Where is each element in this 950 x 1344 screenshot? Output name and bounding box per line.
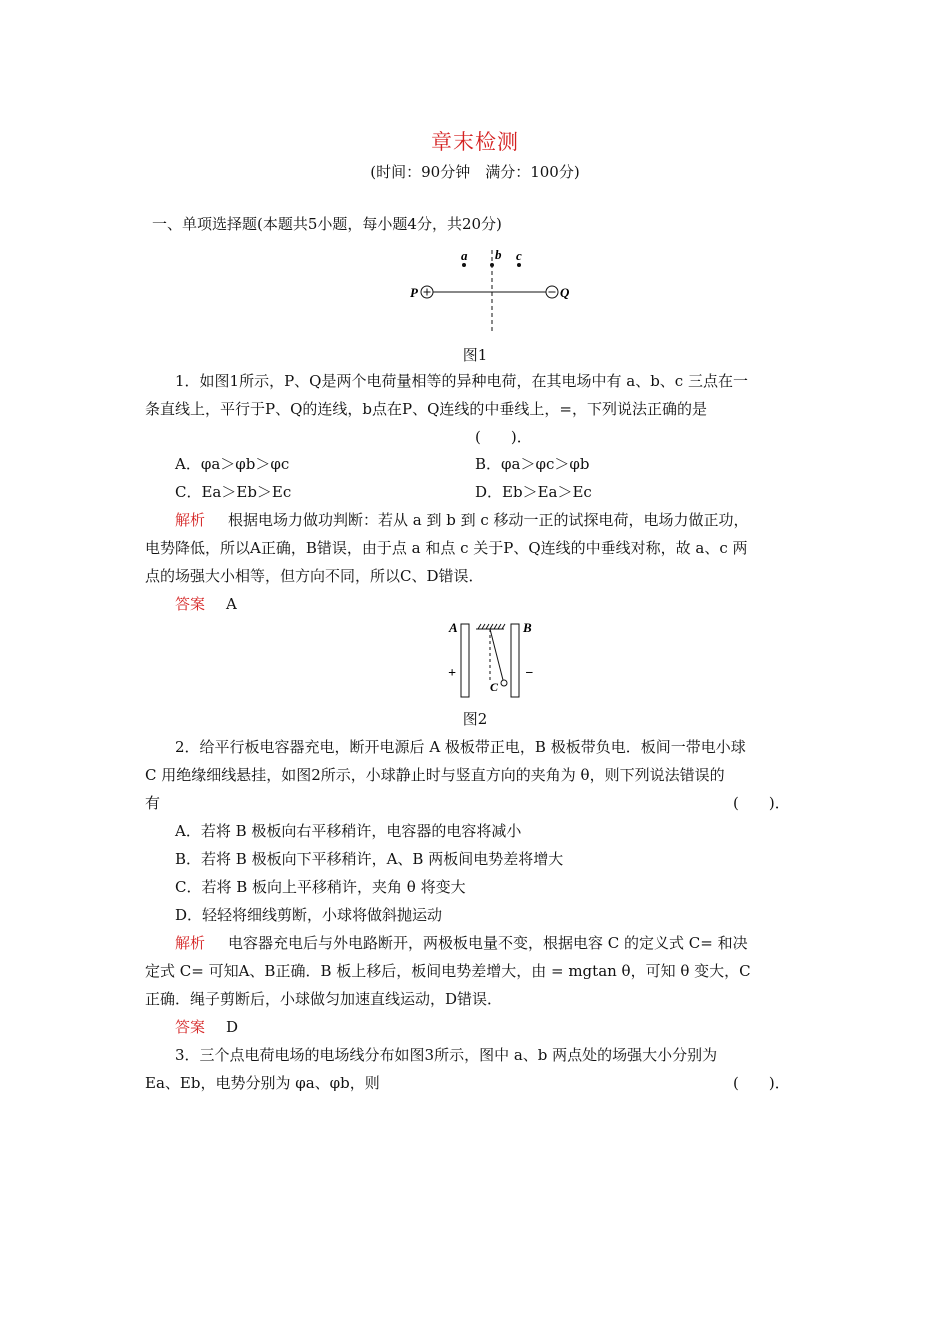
charge-q-label: Q bbox=[560, 285, 570, 300]
q2-analysis-line-2: 定式 C= 可知A、B正确．B 板上移后，板间电势差增大，由 = mgtan θ，可知 θ 变大，C bbox=[145, 962, 751, 980]
q2-analysis-line-3: 正确．绳子剪断后，小球做匀加速直线运动，D错误． bbox=[145, 990, 503, 1008]
q2-answer: D bbox=[226, 1018, 239, 1036]
q2-answer-label: 答案 bbox=[175, 1018, 206, 1036]
q2-stem-line-3: 有 bbox=[145, 794, 161, 812]
section-heading: 一、单项选择题(本题共5小题，每小题4分，共20分) bbox=[152, 215, 502, 233]
q3-bracket: ( )． bbox=[733, 1074, 790, 1092]
charge-p-label: P bbox=[410, 285, 418, 300]
q2-stem-line-2: C 用绝缘细线悬挂，如图2所示，小球静止时与竖直方向的夹角为 θ，则下列说法错误的 bbox=[145, 766, 725, 784]
figure-1 bbox=[405, 246, 585, 338]
q3-stem-line-1: 3．三个点电荷电场的电场线分布如图3所示，图中 a、b 两点处的场强大小分别为 bbox=[175, 1046, 718, 1064]
point-a-label: a bbox=[461, 248, 468, 263]
ball-c-label: C bbox=[490, 680, 499, 694]
q1-analysis-line-2: 电势降低，所以A正确，B错误，由于点 a 和点 c 关于P、Q连线的中垂线对称，故 a、c 两 bbox=[145, 539, 748, 557]
plate-a-label: A bbox=[449, 620, 458, 635]
plate-b-label: B bbox=[523, 620, 532, 635]
minus-sign: − bbox=[525, 666, 534, 681]
point-c bbox=[517, 263, 521, 267]
figure-1-caption: 图1 bbox=[462, 346, 488, 364]
q1-option-d: D．Eb＞Ea＞Ec bbox=[475, 483, 592, 501]
q1-option-a: A．φa＞φb＞φc bbox=[175, 455, 290, 473]
point-b-label: b bbox=[495, 247, 502, 262]
figure-2-caption: 图2 bbox=[462, 710, 488, 728]
thread bbox=[490, 629, 503, 680]
charged-ball bbox=[501, 680, 507, 686]
q2-analysis-label: 解析 bbox=[175, 934, 206, 952]
q2-option-a: A．若将 B 极板向右平移稍许，电容器的电容将减小 bbox=[175, 822, 522, 840]
plate-b bbox=[511, 624, 519, 697]
q1-bracket: ( )． bbox=[475, 428, 532, 446]
q1-stem-line-1: 1．如图1所示，P、Q是两个电荷量相等的异种电荷，在其电场中有 a、b、c 三点在一 bbox=[175, 372, 748, 390]
q1-answer: A bbox=[226, 595, 237, 613]
ceiling-hatch bbox=[478, 624, 505, 629]
point-c-label: c bbox=[516, 248, 522, 263]
point-a bbox=[462, 263, 466, 267]
q2-bracket: ( )． bbox=[733, 794, 790, 812]
q1-answer-label: 答案 bbox=[175, 595, 206, 613]
plus-sign: + bbox=[448, 666, 456, 681]
q1-analysis-line-1: 根据电场力做功判断：若从 a 到 b 到 c 移动一正的试探电荷，电场力做正功， bbox=[228, 511, 749, 529]
q2-option-c: C．若将 B 板向上平移稍许，夹角 θ 将变大 bbox=[175, 878, 466, 896]
page-title: 章末检测 bbox=[431, 130, 519, 154]
q2-option-d: D．轻轻将细线剪断，小球将做斜抛运动 bbox=[175, 906, 443, 924]
q2-analysis-line-1: 电容器充电后与外电路断开，两极板电量不变，根据电容 C 的定义式 C= 和决 bbox=[228, 934, 748, 952]
q3-stem-line-2: Ea、Eb，电势分别为 φa、φb，则 bbox=[145, 1074, 380, 1092]
q1-analysis-label: 解析 bbox=[175, 511, 206, 529]
q1-analysis-line-3: 点的场强大小相等，但方向不同，所以C、D错误． bbox=[145, 567, 484, 585]
q1-option-b: B．φa＞φc＞φb bbox=[475, 455, 590, 473]
q2-stem-line-1: 2．给平行板电容器充电，断开电源后 A 极板带正电，B 极板带负电．板间一带电小球 bbox=[175, 738, 746, 756]
exam-info: (时间：90分钟 满分：100分) bbox=[370, 163, 580, 181]
q1-option-c: C．Ea＞Eb＞Ec bbox=[175, 483, 292, 501]
q2-option-b: B．若将 B 极板向下平移稍许，A、B 两板间电势差将增大 bbox=[175, 850, 564, 868]
q1-stem-line-2: 条直线上，平行于P、Q的连线，b点在P、Q连线的中垂线上，=，下列说法正确的是 bbox=[145, 400, 707, 418]
plate-a bbox=[461, 624, 469, 697]
figure-2 bbox=[440, 618, 550, 702]
